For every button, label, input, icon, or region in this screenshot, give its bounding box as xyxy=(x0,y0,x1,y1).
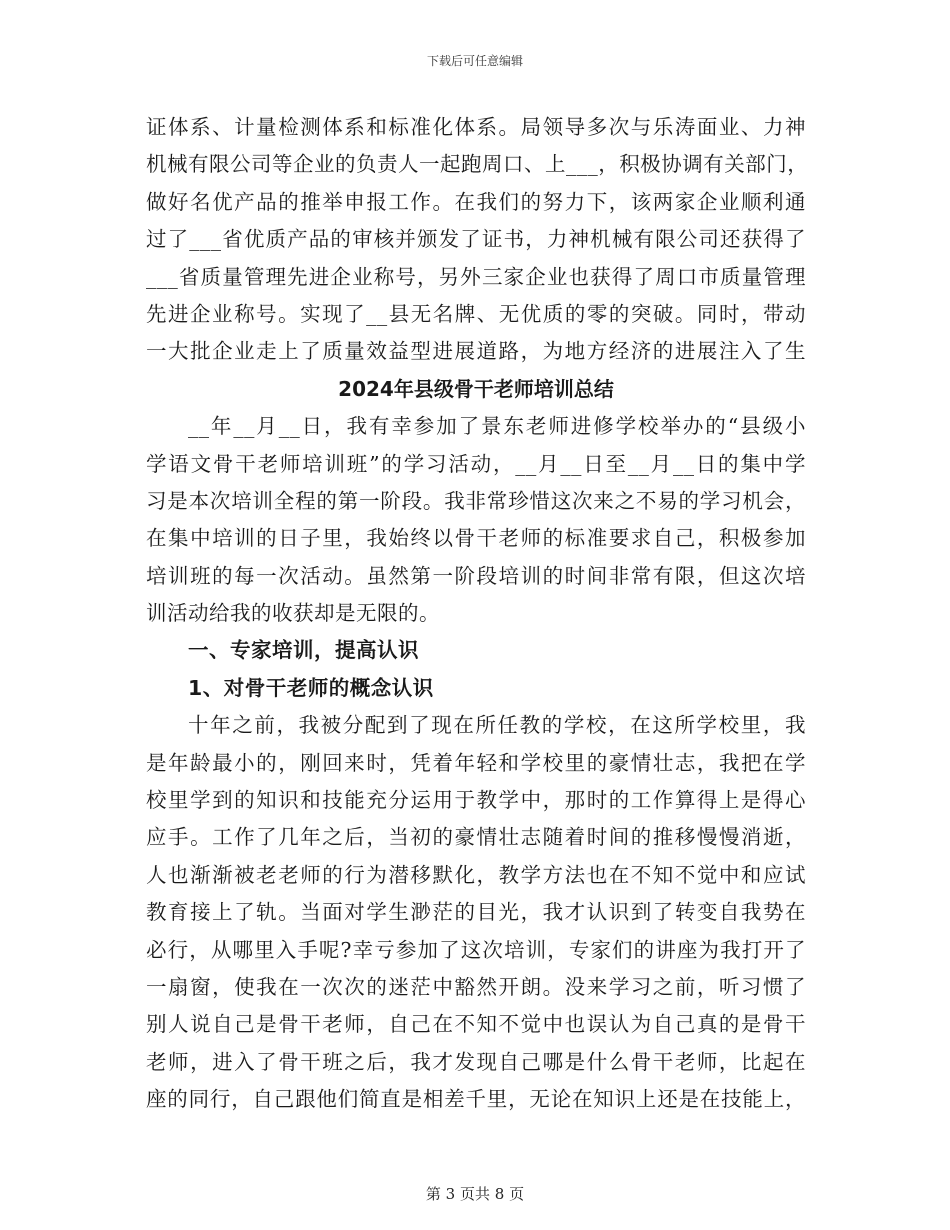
paragraph-line: 训活动给我的收获却是无限的。 xyxy=(146,601,440,626)
paragraph-line: 过了___省优质产品的审核并颁发了证书，力神机械有限公司还获得了 xyxy=(146,227,806,252)
paragraph-line: 人也渐渐被老老师的行为潜移默化，教学方法也在不知不觉中和应试 xyxy=(146,862,806,887)
section-heading: 一、专家培训，提高认识 xyxy=(188,638,419,663)
paragraph-line: 证体系、计量检测体系和标准化体系。局领导多次与乐涛面业、力神 xyxy=(146,115,806,139)
paragraph-line: 做好名优产品的推举申报工作。在我们的努力下，该两家企业顺利通 xyxy=(146,189,806,214)
paragraph-line: 必行，从哪里入手呢?幸亏参加了这次培训，专家们的讲座为我打开了 xyxy=(146,937,806,962)
paragraph-line: 习是本次培训全程的第一阶段。我非常珍惜这次来之不易的学习机会， xyxy=(146,488,806,513)
paragraph-line: ___省质量管理先进企业称号，另外三家企业也获得了周口市质量管理 xyxy=(146,264,806,289)
paragraph-line: 老师，进入了骨干班之后，我才发现自己哪是什么骨干老师，比起在 xyxy=(146,1049,806,1074)
paragraph-line: 机械有限公司等企业的负责人一起跑周口、上___，积极协调有关部门， xyxy=(146,152,809,177)
document-title: 2024年县级骨干老师培训总结 xyxy=(338,376,614,401)
page-header: 下载后可任意编辑 xyxy=(426,54,523,68)
paragraph-line: 一大批企业走上了质量效益型进展道路，为地方经济的进展注入了生 xyxy=(146,339,806,364)
paragraph-line: 教育接上了轨。当面对学生渺茫的目光，我才认识到了转变自我势在 xyxy=(146,900,806,925)
paragraph-line: 先进企业称号。实现了__县无名牌、无优质的零的突破。同时，带动 xyxy=(146,301,806,326)
paragraph-line: 培训班的每一次活动。虽然第一阶段培训的时间非常有限，但这次培 xyxy=(146,563,806,588)
paragraph-line: 应手。工作了几年之后，当初的豪情壮志随着时间的推移慢慢消逝， xyxy=(146,825,806,850)
paragraph-line: __年__月__日，我有幸参加了景东老师进修学校举办的“县级小 xyxy=(188,414,806,439)
page-footer: 第 3 页共 8 页 xyxy=(425,1185,525,1203)
paragraph-line: 别人说自己是骨干老师，自己在不知不觉中也误认为自己真的是骨干 xyxy=(146,1012,806,1037)
paragraph-line: 一扇窗，使我在一次次的迷茫中豁然开朗。没来学习之前，听习惯了 xyxy=(146,974,806,999)
paragraph-line: 是年龄最小的，刚回来时，凭着年轻和学校里的豪情壮志，我把在学 xyxy=(146,750,806,775)
paragraph-line: 座的同行，自己跟他们简直是相差千里，无论在知识上还是在技能上， xyxy=(146,1087,806,1112)
paragraph-line: 十年之前，我被分配到了现在所任教的学校，在这所学校里，我 xyxy=(188,713,806,738)
document-body xyxy=(146,109,809,1119)
subsection-heading: 1、对骨干老师的概念认识 xyxy=(188,675,434,700)
paragraph-line: 在集中培训的日子里，我始终以骨干老师的标准要求自己，积极参加 xyxy=(146,526,806,551)
paragraph-line: 学语文骨干老师培训班”的学习活动，__月__日至__月__日的集中学 xyxy=(146,451,806,476)
paragraph-line: 校里学到的知识和技能充分运用于教学中，那时的工作算得上是得心 xyxy=(146,788,806,813)
